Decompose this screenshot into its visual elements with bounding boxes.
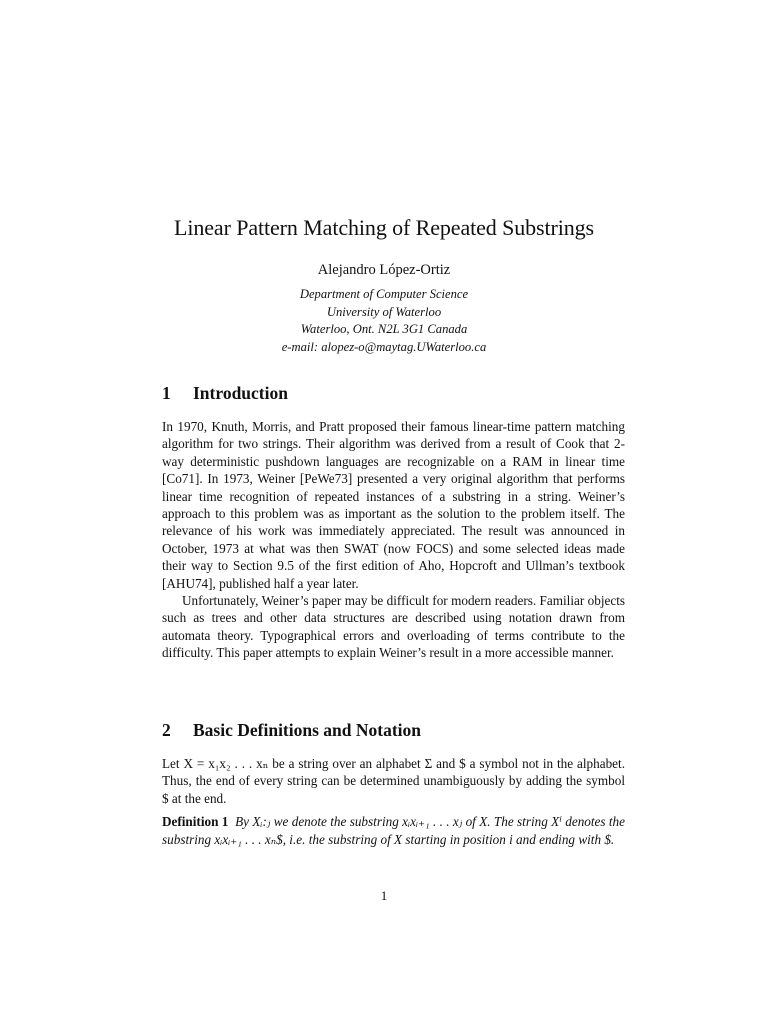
paragraph: Unfortunately, Weiner’s paper may be difficult for modern readers. Familiar objects such as trees and other data structures are described using notation drawn from automata theory. Typographical errors and overloading of terms contribute to the difficulty. This paper attempts to explain Weiner’s result in a more accessible manner. [162,593,625,661]
section-number: 1 [162,383,171,403]
affiliation-department: Department of Computer Science [299,287,469,301]
paragraph: In 1970, Knuth, Morris, and Pratt proposed their famous linear-time pattern matching algorithm for two strings. Their algorithm was derived from a result of Cook that 2-way deterministic pushdown languages are recognizable on a RAM in linear time [Co71]. In 1973, Weiner [PeWe73] presented a very original algorithm that performs linear time recognition of repeated instances of a substring in a string. Weiner’s approach to this problem was as important as the solution to the problem itself. The relevance of his work was immediately appreciated. The result was announced in October, 1973 at what was then SWAT (now FOCS) and some selected ideas made their way to Section 9.5 of the first edition of Aho, Hopcroft and Ullman’s textbook [AHU74], published half a year later. [162,419,625,591]
affiliation-university: University of Waterloo [326,304,442,319]
introduction-body [162,418,625,662]
paper-title: Linear Pattern Matching of Repeated Substrings [173,215,595,240]
section-title: Basic Definitions and Notation [193,720,422,740]
affiliation-block [0,286,768,356]
section-heading-introduction [162,383,288,404]
affiliation-email: e-mail: alopez-o@maytag.UWaterloo.ca [281,339,487,354]
definition-block [162,813,625,848]
page-number: 1 [380,888,388,903]
section-heading-basic-definitions [162,720,421,741]
affiliation-address: Waterloo, Ont. N2L 3G1 Canada [300,322,468,336]
section-title: Introduction [193,383,288,403]
author-name: Alejandro López-Ortiz [317,262,451,278]
definition-text: By Xᵢ:ⱼ we denote the substring xᵢxᵢ₊₁ . . . xⱼ of X. The string Xⁱ denotes the substring xᵢxᵢ₊₁ . . . xₙ$, i.e. the substring of X starting in position i and ending with $. [162,814,625,847]
paragraph: Let X = x₁x₂ . . . xₙ be a string over an alphabet Σ and $ a symbol not in the alphabet. Thus, the end of every string can be determined unambiguously by adding the symbol $ at the end. [162,756,625,806]
definition-label: Definition 1 [162,814,229,830]
definitions-body [162,755,625,848]
section-number: 2 [162,720,171,740]
